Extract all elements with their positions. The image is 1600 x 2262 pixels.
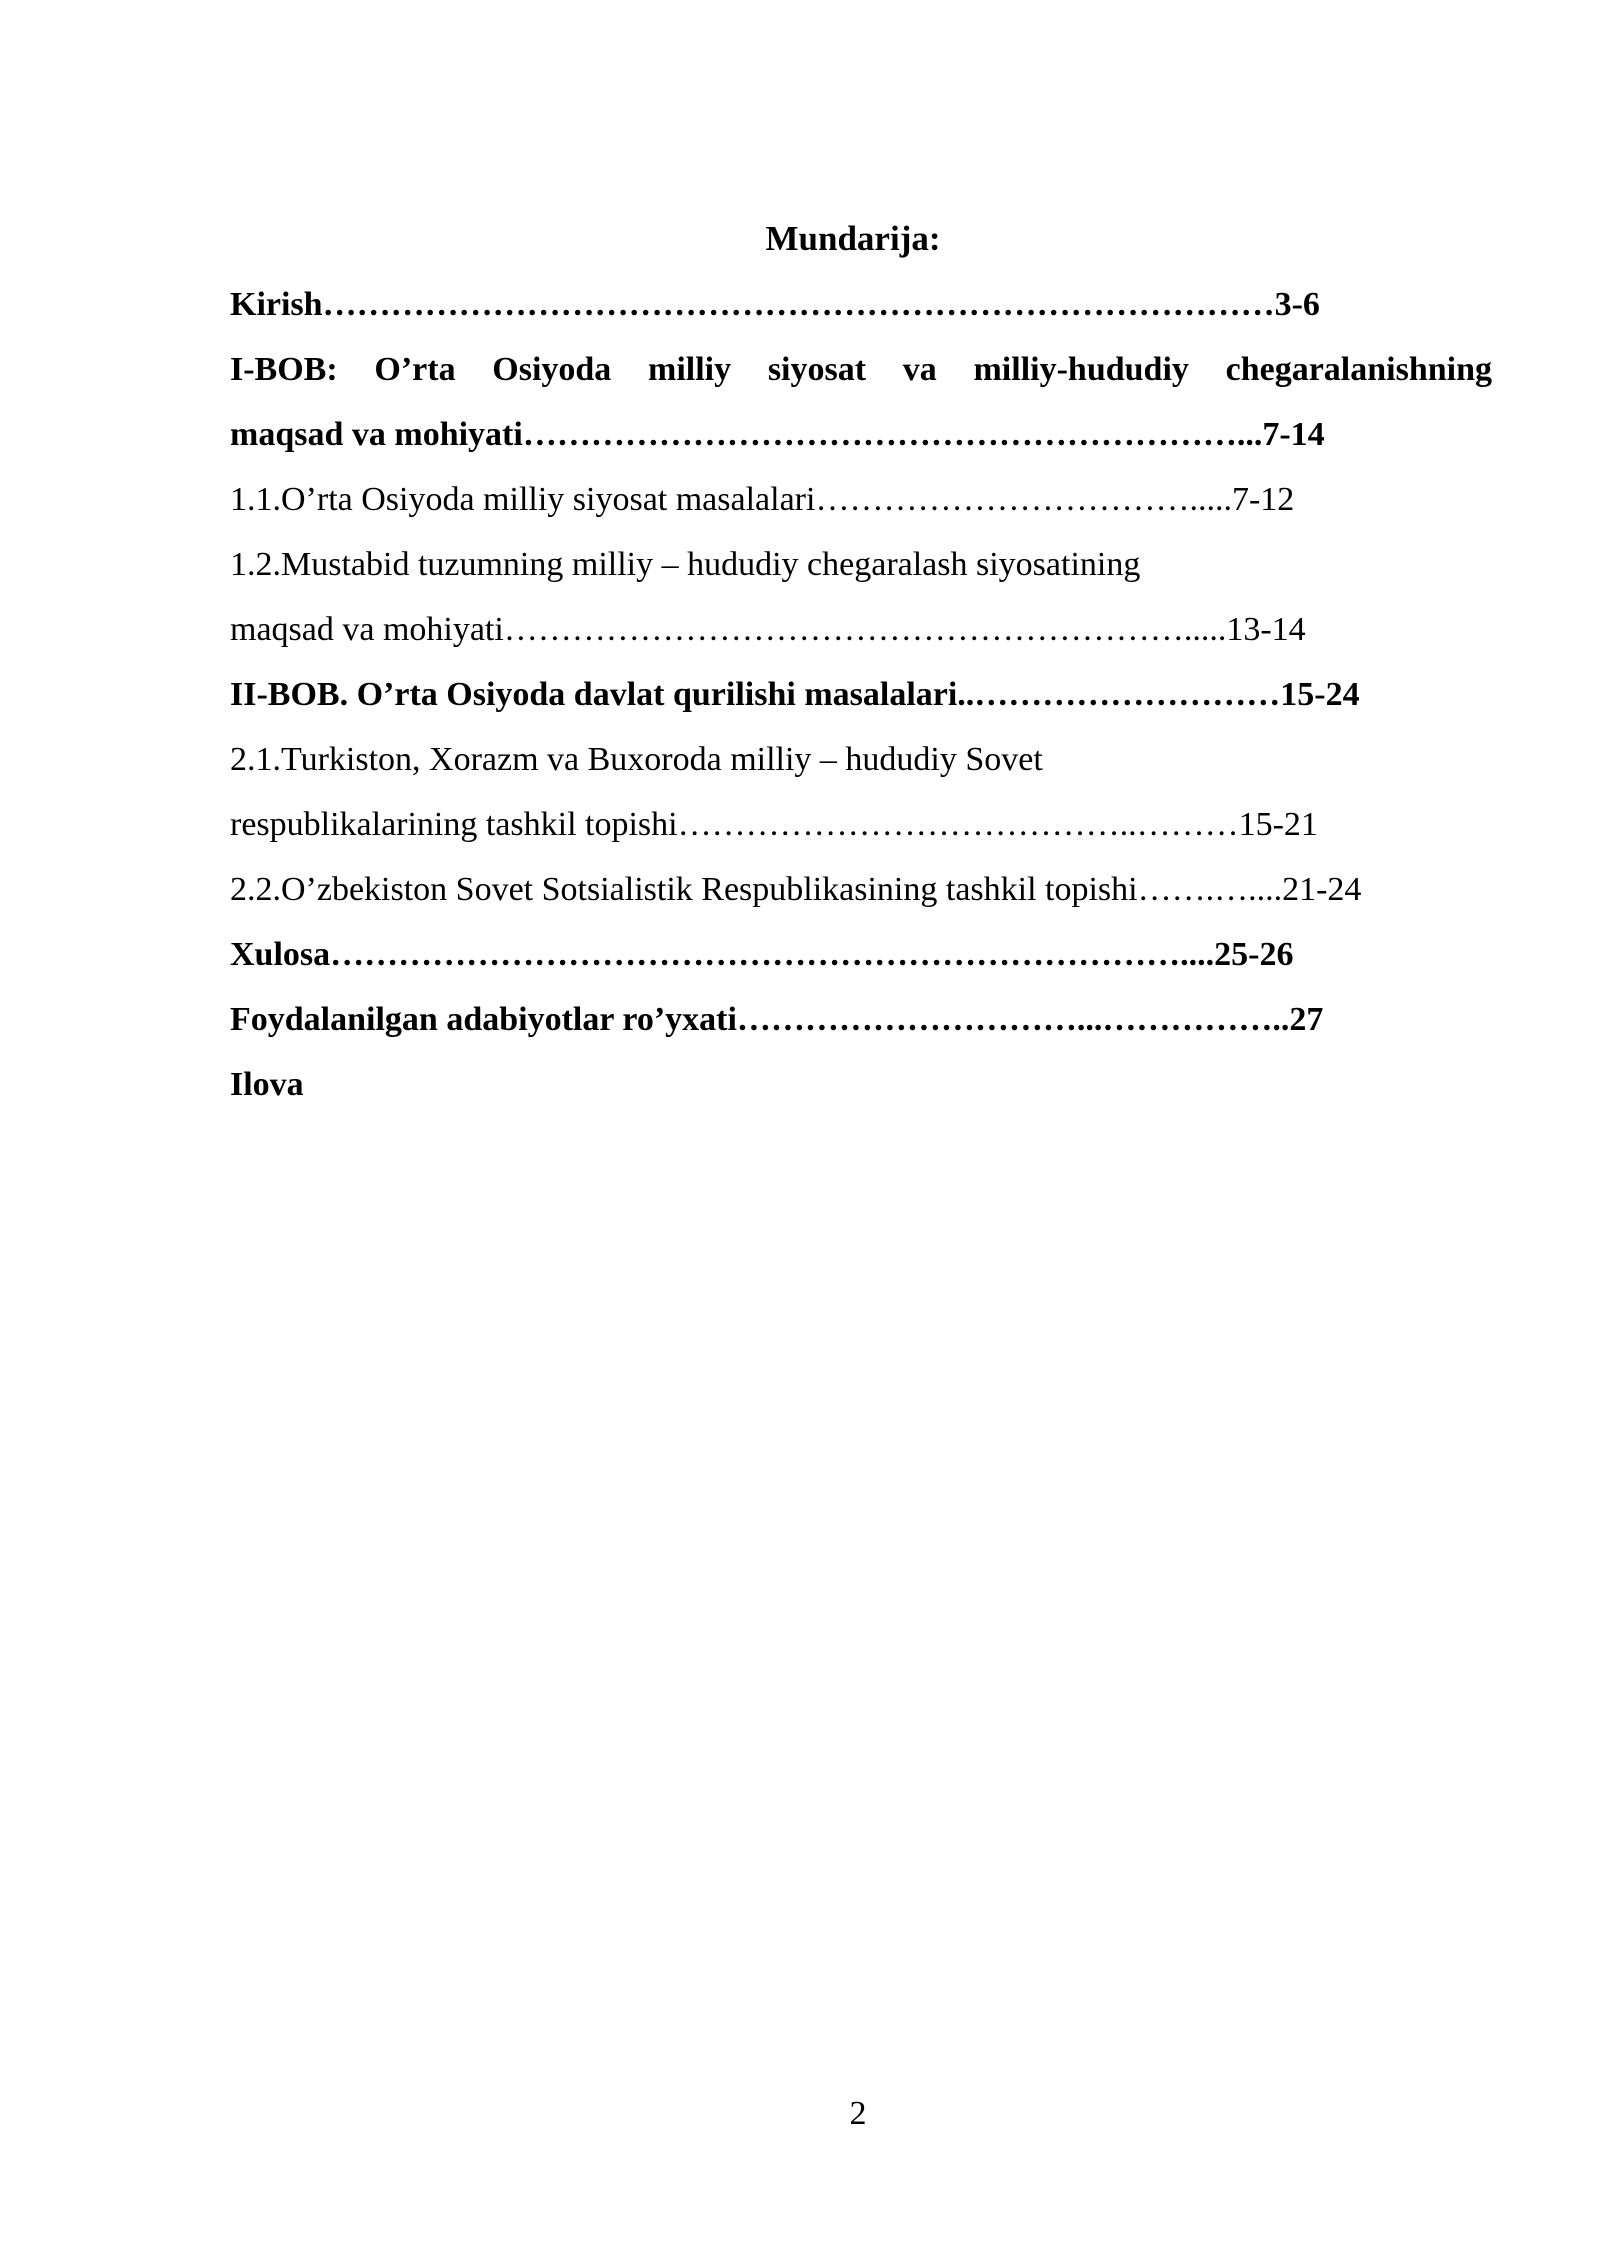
toc-entry-xulosa: Xulosa…………………………………………………………………....25-26: [230, 936, 1294, 973]
toc-entry-section-2-2: 2.2.O’zbekiston Sovet Sotsialistik Respublikasining tashkil topishi…….…....21-24: [230, 871, 1362, 908]
toc-title: Mundarija:: [765, 219, 941, 258]
toc-entry-section-1-1: 1.1.O’rta Osiyoda milliy siyosat masalalari…………………………….....7-12: [230, 481, 1295, 518]
toc-entry-section-1-2: 1.2.Mustabid tuzumning milliy – hududiy chegaralash siyosatining: [230, 546, 1141, 583]
table-of-contents: [230, 281, 1492, 1126]
toc-entry-bibliography: Foydalanilgan adabiyotlar ro’yxati…………………………...……………..27: [230, 1001, 1324, 1038]
toc-entry-ilova: Ilova: [230, 1066, 304, 1103]
toc-entry-kirish: Kirish…………………………………………………………………………3-6: [230, 286, 1320, 323]
page-number: 2: [849, 2095, 867, 2132]
toc-entry-chapter-1-title-cont: maqsad va mohiyati………………………………………………………...7-14: [230, 416, 1325, 453]
toc-entry-section-1-2-cont: maqsad va mohiyati…………………………………………………….....13-14: [230, 611, 1306, 648]
toc-entry-section-2-1: 2.1.Turkiston, Xorazm va Buxoroda milliy – hududiy Sovet: [230, 741, 1043, 778]
toc-entry-section-2-1-cont: respublikalarining tashkil topishi…………………………………..………15-21: [230, 806, 1318, 843]
toc-entry-chapter-1-title: I-BOB: O’rta Osiyoda milliy siyosat va milliy-hududiy chegaralanishning: [230, 351, 1492, 388]
toc-entry-chapter-2: II-BOB. O’rta Osiyoda davlat qurilishi masalalari..………………………15-24: [230, 676, 1360, 713]
